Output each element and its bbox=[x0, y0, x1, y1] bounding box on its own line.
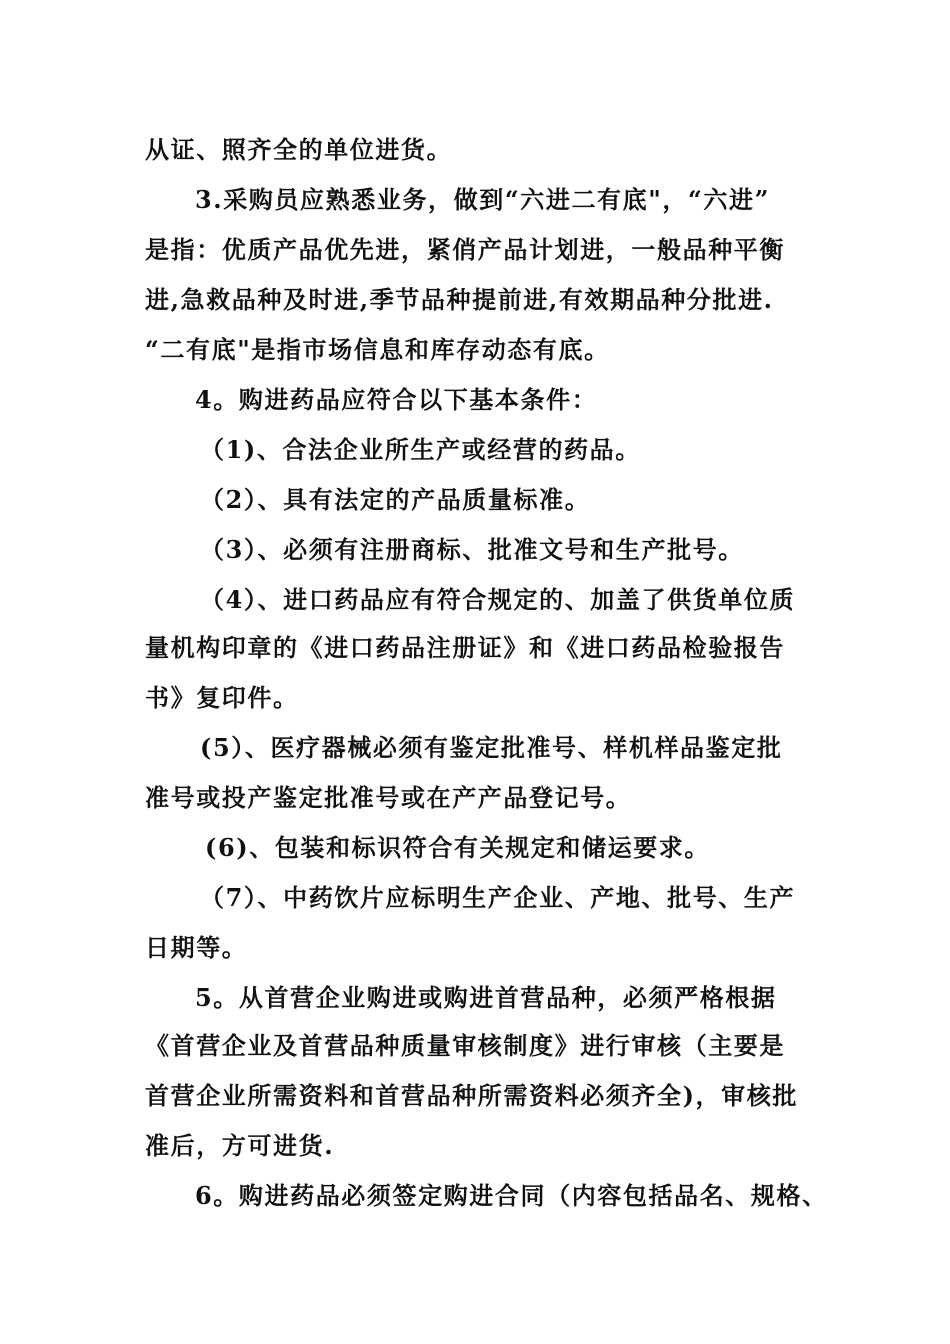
text-line: 量机构印章的《进口药品注册证》和《进口药品检验报告 bbox=[145, 633, 785, 662]
text-line: 3.采购员应熟悉业务，做到“六进二有底"，“六进” bbox=[195, 185, 770, 214]
text-line: 进,急救品种及时进,季节品种提前进,有效期品种分批进. bbox=[145, 285, 774, 314]
text-line: （2）、具有法定的产品质量标准。 bbox=[200, 485, 591, 514]
text-line: （1)、合法企业所生产或经营的药品。 bbox=[200, 435, 641, 464]
text-line: 首营企业所需资料和首营品种所需资料必须齐全)，审核批 bbox=[145, 1081, 798, 1110]
text-line: 4。购进药品应符合以下基本条件： bbox=[195, 385, 598, 414]
text-line: 《首营企业及首营品种质量审核制度》进行审核（主要是 bbox=[145, 1031, 785, 1060]
text-line: 6。购进药品必须签定购进合同（内容包括品名、规格、 bbox=[195, 1181, 828, 1210]
text-line: 书》复印件。 bbox=[145, 683, 299, 712]
text-line: “二有底"是指市场信息和库存动态有底。 bbox=[145, 335, 610, 364]
text-line: （3）、必须有注册商标、批准文号和生产批号。 bbox=[200, 535, 744, 564]
text-line: (5）、医疗器械必须有鉴定批准号、样机样品鉴定批 bbox=[200, 733, 783, 762]
text-line: 5。从首营企业购进或购进首营品种，必须严格根据 bbox=[195, 983, 777, 1012]
text-line: （4）、进口药品应有符合规定的、加盖了供货单位质 bbox=[200, 585, 796, 614]
text-line: 是指：优质产品优先进，紧俏产品计划进，一般品种平衡 bbox=[145, 235, 785, 264]
text-line: 从证、照齐全的单位进货。 bbox=[145, 135, 453, 164]
text-line: 准后，方可进货. bbox=[145, 1131, 335, 1160]
text-line: 准号或投产鉴定批准号或在产产品登记号。 bbox=[145, 783, 632, 812]
text-line: (6)、包装和标识符合有关规定和储运要求。 bbox=[205, 833, 711, 862]
text-line: （7）、中药饮片应标明生产企业、产地、批号、生产 bbox=[200, 883, 796, 912]
text-line: 日期等。 bbox=[145, 933, 248, 962]
